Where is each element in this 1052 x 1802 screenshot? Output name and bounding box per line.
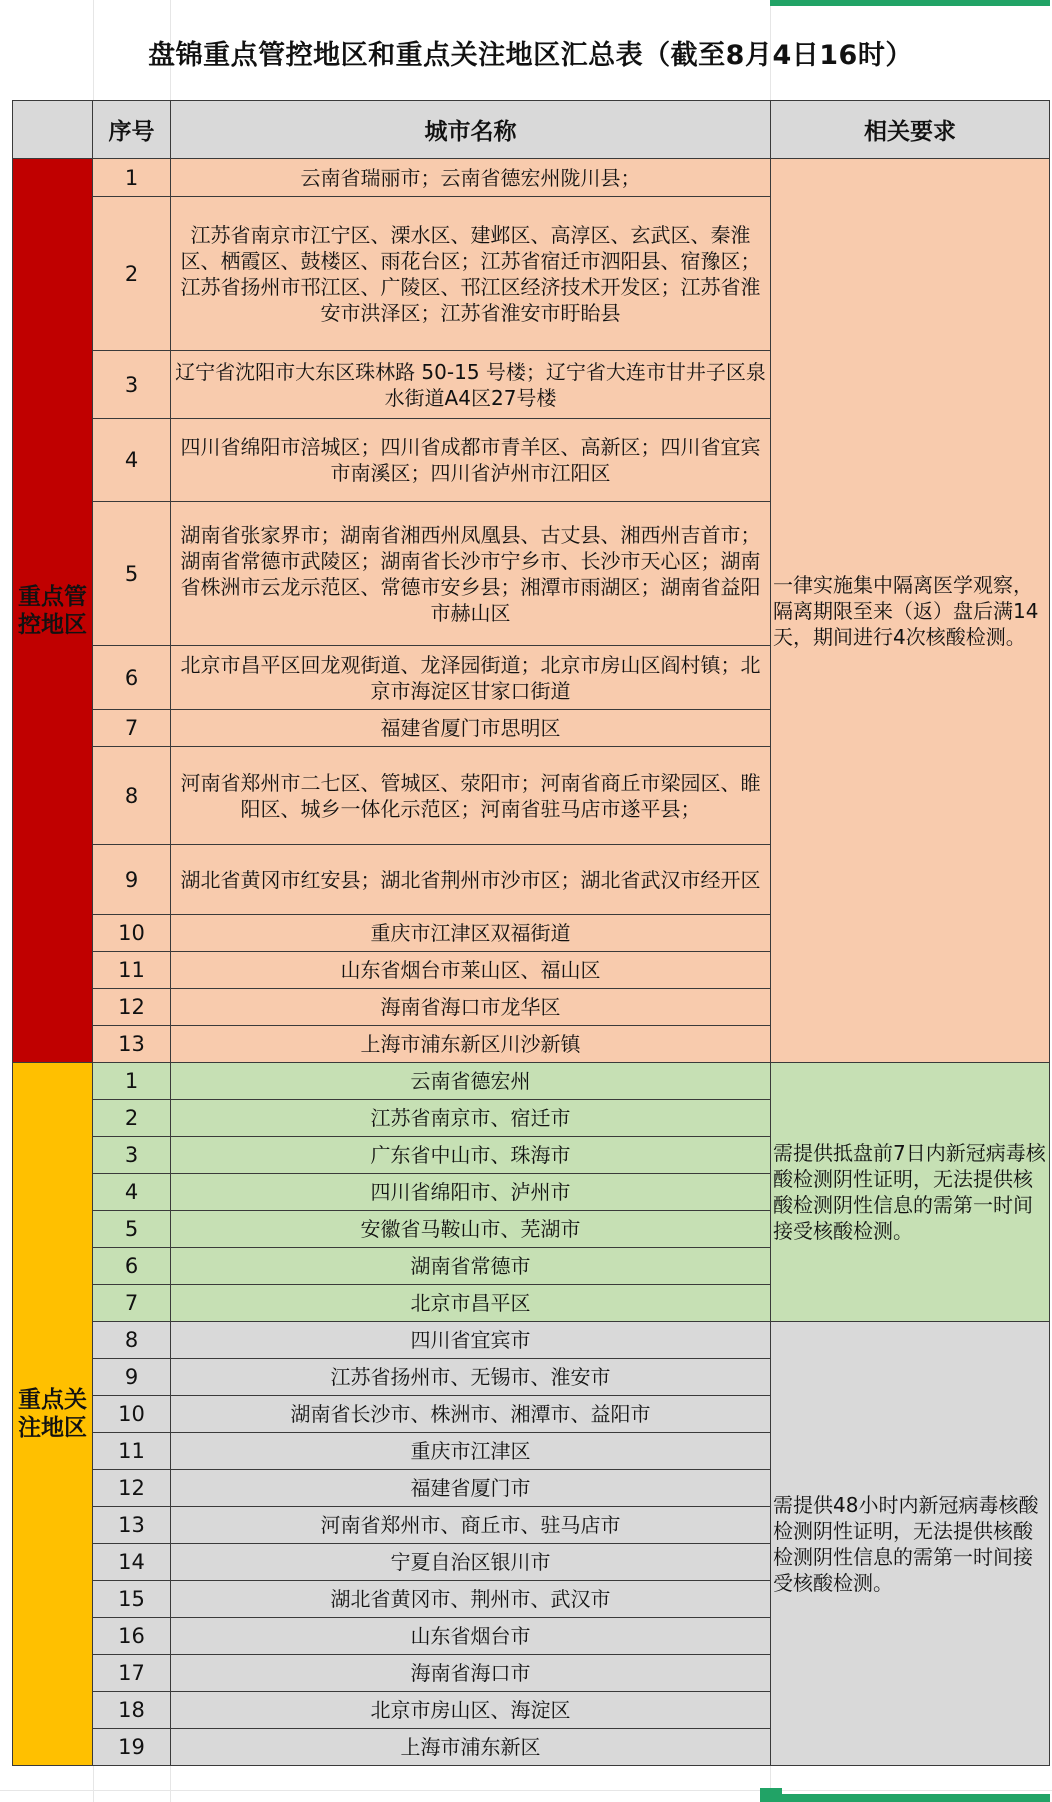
- row-city: 四川省宜宾市: [171, 1322, 771, 1359]
- row-index: 9: [93, 1359, 171, 1396]
- row-index: 7: [93, 710, 171, 747]
- table-row: [13, 159, 1050, 197]
- row-city: 重庆市江津区双福街道: [171, 915, 771, 952]
- summary-table: [12, 100, 1050, 1766]
- row-city: 江苏省南京市、宿迁市: [171, 1100, 771, 1137]
- row-city: 湖南省常德市: [171, 1248, 771, 1285]
- row-city: 北京市昌平区: [171, 1285, 771, 1322]
- row-index: 3: [93, 1137, 171, 1174]
- page-title: 盘锦重点管控地区和重点关注地区汇总表（截至8月4日16时）: [148, 39, 913, 71]
- header-requirement: 相关要求: [771, 101, 1050, 159]
- category-attention: 重点关注地区: [13, 1063, 93, 1766]
- row-index: 2: [93, 1100, 171, 1137]
- row-city: 河南省郑州市、商丘市、驻马店市: [171, 1507, 771, 1544]
- row-index: 19: [93, 1729, 171, 1766]
- sheet-gridline: [0, 1790, 1052, 1791]
- row-index: 2: [93, 197, 171, 351]
- row-city: 北京市昌平区回龙观街道、龙泽园街道；北京市房山区阎村镇；北京市海淀区甘家口街道: [171, 646, 771, 710]
- row-index: 5: [93, 502, 171, 646]
- row-city: 山东省烟台市莱山区、福山区: [171, 952, 771, 989]
- row-city: 山东省烟台市: [171, 1618, 771, 1655]
- row-city: 海南省海口市: [171, 1655, 771, 1692]
- fill-handle[interactable]: [760, 1788, 782, 1802]
- row-index: 8: [93, 1322, 171, 1359]
- row-index: 11: [93, 952, 171, 989]
- row-city: 广东省中山市、珠海市: [171, 1137, 771, 1174]
- row-city: 云南省德宏州: [171, 1063, 771, 1100]
- row-index: 11: [93, 1433, 171, 1470]
- requirement-control: 一律实施集中隔离医学观察，隔离期限至来（返）盘后满14天，期间进行4次核酸检测。: [771, 159, 1050, 1063]
- row-index: 10: [93, 915, 171, 952]
- row-index: 4: [93, 419, 171, 502]
- row-city: 四川省绵阳市涪城区；四川省成都市青羊区、高新区；四川省宜宾市南溪区；四川省泸州市江阳区: [171, 419, 771, 502]
- row-city: 湖北省黄冈市红安县；湖北省荆州市沙市区；湖北省武汉市经开区: [171, 845, 771, 915]
- table-row: [13, 1063, 1050, 1100]
- row-index: 14: [93, 1544, 171, 1581]
- category-control: 重点管控地区: [13, 159, 93, 1063]
- row-city: 江苏省扬州市、无锡市、淮安市: [171, 1359, 771, 1396]
- row-city: 安徽省马鞍山市、芜湖市: [171, 1211, 771, 1248]
- row-index: 12: [93, 989, 171, 1026]
- row-city: 福建省厦门市: [171, 1470, 771, 1507]
- table-row: [13, 1322, 1050, 1359]
- row-index: 9: [93, 845, 171, 915]
- header-city: 城市名称: [171, 101, 771, 159]
- selection-accent-bottom: [760, 1794, 1050, 1802]
- row-city: 北京市房山区、海淀区: [171, 1692, 771, 1729]
- row-index: 18: [93, 1692, 171, 1729]
- header-category: [13, 101, 93, 159]
- row-index: 13: [93, 1026, 171, 1063]
- requirement-attention-green: 需提供抵盘前7日内新冠病毒核酸检测阴性证明，无法提供核酸检测阴性信息的需第一时间接受核酸检测。: [771, 1063, 1050, 1322]
- row-index: 8: [93, 747, 171, 845]
- row-index: 15: [93, 1581, 171, 1618]
- row-index: 10: [93, 1396, 171, 1433]
- row-city: 河南省郑州市二七区、管城区、荥阳市；河南省商丘市梁园区、睢阳区、城乡一体化示范区；河南省驻马店市遂平县；: [171, 747, 771, 845]
- row-city: 湖南省张家界市；湖南省湘西州凤凰县、古丈县、湘西州吉首市；湖南省常德市武陵区；湖南省长沙市宁乡市、长沙市天心区；湖南省株洲市云龙示范区、常德市安乡县；湘潭市雨湖区；湖南省益阳市赫山区: [171, 502, 771, 646]
- row-city: 四川省绵阳市、泸州市: [171, 1174, 771, 1211]
- row-city: 湖北省黄冈市、荆州市、武汉市: [171, 1581, 771, 1618]
- row-index: 7: [93, 1285, 171, 1322]
- row-city: 江苏省南京市江宁区、溧水区、建邺区、高淳区、玄武区、秦淮区、栖霞区、鼓楼区、雨花台区；江苏省宿迁市泗阳县、宿豫区；江苏省扬州市邗江区、广陵区、邗江区经济技术开发区；江苏省淮安市洪泽区；江苏省淮安市盱眙县: [171, 197, 771, 351]
- row-index: 1: [93, 1063, 171, 1100]
- requirement-attention-grey: 需提供48小时内新冠病毒核酸检测阴性证明，无法提供核酸检测阴性信息的需第一时间接受核酸检测。: [771, 1322, 1050, 1766]
- row-index: 17: [93, 1655, 171, 1692]
- row-index: 6: [93, 646, 171, 710]
- row-index: 4: [93, 1174, 171, 1211]
- row-city: 福建省厦门市思明区: [171, 710, 771, 747]
- row-city: 云南省瑞丽市；云南省德宏州陇川县；: [171, 159, 771, 197]
- row-city: 辽宁省沈阳市大东区珠林路 50-15 号楼；辽宁省大连市甘井子区泉水街道A4区27号楼: [171, 351, 771, 419]
- row-city: 上海市浦东新区川沙新镇: [171, 1026, 771, 1063]
- header-index: 序号: [93, 101, 171, 159]
- row-index: 5: [93, 1211, 171, 1248]
- row-index: 3: [93, 351, 171, 419]
- row-city: 海南省海口市龙华区: [171, 989, 771, 1026]
- row-city: 宁夏自治区银川市: [171, 1544, 771, 1581]
- row-city: 重庆市江津区: [171, 1433, 771, 1470]
- row-index: 16: [93, 1618, 171, 1655]
- header-row: [13, 101, 1050, 159]
- row-index: 13: [93, 1507, 171, 1544]
- row-index: 1: [93, 159, 171, 197]
- row-city: 湖南省长沙市、株洲市、湘潭市、益阳市: [171, 1396, 771, 1433]
- row-index: 12: [93, 1470, 171, 1507]
- row-city: 上海市浦东新区: [171, 1729, 771, 1766]
- row-index: 6: [93, 1248, 171, 1285]
